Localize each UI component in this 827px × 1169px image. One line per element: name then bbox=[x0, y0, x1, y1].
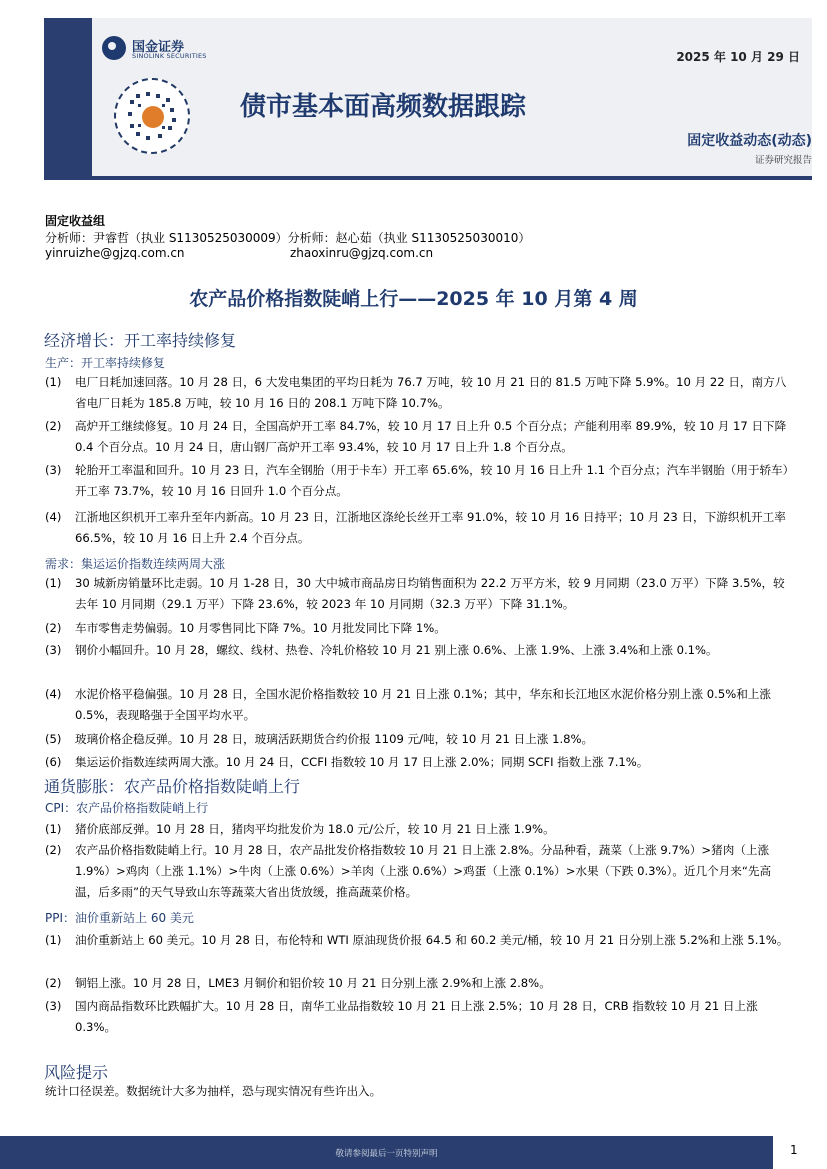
header-bottom-rule bbox=[44, 176, 812, 180]
analyst-line: 分析师：尹睿哲（执业 S1130525030009）分析师：赵心茹（执业 S1130525030010） bbox=[45, 231, 531, 245]
qr-code-icon bbox=[114, 78, 190, 154]
analyst-email-1[interactable]: yinruizhe@gjzq.com.cn bbox=[45, 246, 185, 260]
item-text: 玻璃价格企稳反弹。10 月 28 日，玻璃活跃期货合约价报 1109 元/吨，较 10 月 21 日上涨 1.8%。 bbox=[75, 732, 594, 746]
section-heading-growth: 经济增长：开工率持续修复 bbox=[44, 331, 237, 350]
item-number: (4) bbox=[45, 687, 62, 701]
list-item bbox=[45, 996, 790, 1038]
item-number: (6) bbox=[45, 755, 62, 769]
logo-mark-icon bbox=[102, 36, 126, 60]
item-text: 车市零售走势偏弱。10 月零售同比下降 7%。10 月批发同比下降 1%。 bbox=[75, 621, 446, 635]
item-number: (2) bbox=[45, 976, 62, 990]
item-text: 油价重新站上 60 美元。10 月 28 日，布伦特和 WTI 原油现货价报 64.5 和 60.2 美元/桶，较 10 月 21 日分别上涨 5.2%和上涨 5.1%。 bbox=[75, 933, 789, 947]
item-number: (2) bbox=[45, 621, 62, 635]
report-header bbox=[44, 18, 812, 180]
item-text: 江浙地区织机开工率升至年内新高。10 月 23 日，江浙地区涤纶长丝开工率 91.0%，较 10 月 16 日持平；10 月 23 日，下游织机开工率 66.5%，较 10 月 16 日上升 2.4 个百分点。 bbox=[75, 510, 786, 545]
item-number: (3) bbox=[45, 463, 62, 477]
list-item bbox=[45, 840, 790, 903]
item-text: 水泥价格平稳偏强。10 月 28 日，全国水泥价格指数较 10 月 21 日上涨 0.1%；其中，华东和长江地区水泥价格分别上涨 0.5%和上涨 0.5%，表现略强于全国平均水平。 bbox=[75, 687, 771, 722]
item-text: 轮胎开工率温和回升。10 月 23 日，汽车全钢胎（用于卡车）开工率 65.6%，较 10 月 16 日上升 1.1 个百分点；汽车半钢胎（用于轿车）开工率 73.7%，较 10 月 16 日回升 1.0 个百分点。 bbox=[75, 463, 789, 498]
list-item bbox=[45, 729, 790, 750]
item-number: (1) bbox=[45, 822, 62, 836]
list-item bbox=[45, 507, 790, 549]
item-text: 猪价底部反弹。10 月 28 日，猪肉平均批发价为 18.0 元/公斤，较 10 月 21 日上涨 1.9%。 bbox=[75, 822, 555, 836]
team-name: 固定收益组 bbox=[45, 214, 106, 228]
section-heading-risk: 风险提示 bbox=[44, 1063, 109, 1082]
subheading-demand: 需求：集运运价指数连续两周大涨 bbox=[45, 557, 226, 571]
item-text: 30 城新房销量环比走弱。10 月 1-28 日，30 大中城市商品房日均销售面积为 22.2 万平方米，较 9 月同期（23.0 万平）下降 3.5%，较去年 10 月同期（29.1 万平）下降 23.6%，较 2023 年 10 月同期（32.3 万平）下降 31.1%。 bbox=[75, 576, 785, 611]
item-number: (2) bbox=[45, 419, 62, 433]
list-item bbox=[45, 618, 790, 639]
item-number: (3) bbox=[45, 999, 62, 1013]
logo-name-en: SINOLINK SECURITIES bbox=[132, 52, 207, 60]
report-type: 固定收益动态(动态) bbox=[687, 133, 812, 149]
item-number: (2) bbox=[45, 843, 62, 857]
analyst-email-2[interactable]: zhaoxinru@gjzq.com.cn bbox=[290, 246, 434, 260]
list-item bbox=[45, 819, 790, 840]
section-heading-inflation: 通货膨胀：农产品价格指数陡峭上行 bbox=[44, 777, 301, 796]
company-logo bbox=[102, 36, 222, 64]
item-number: (4) bbox=[45, 510, 62, 524]
subheading-ppi: PPI：油价重新站上 60 美元 bbox=[45, 911, 194, 925]
list-item bbox=[45, 460, 790, 502]
list-item bbox=[45, 684, 790, 726]
item-text: 国内商品指数环比跌幅扩大。10 月 28 日，南华工业品指数较 10 月 21 日上涨 2.5%；10 月 28 日，CRB 指数较 10 月 21 日上涨 0.3%。 bbox=[75, 999, 758, 1034]
footer-disclaimer-note[interactable]: 敬请参阅最后一页特别声明 bbox=[335, 1149, 438, 1159]
footer-bar bbox=[0, 1136, 773, 1169]
list-item bbox=[45, 573, 790, 615]
report-title: 债市基本面高频数据跟踪 bbox=[240, 92, 527, 122]
list-item bbox=[45, 930, 790, 951]
item-number: (3) bbox=[45, 643, 62, 657]
item-text: 钢价小幅回升。10 月 28，螺纹、线材、热卷、冷轧价格较 10 月 21 别上涨 0.6%、上涨 1.9%、上涨 3.4%和上涨 0.1%。 bbox=[75, 643, 718, 657]
page-number: 1 bbox=[790, 1143, 798, 1157]
list-item bbox=[45, 372, 790, 414]
item-number: (5) bbox=[45, 732, 62, 746]
item-text: 集运运价指数连续两周大涨。10 月 24 日，CCFI 指数较 10 月 17 日上涨 2.0%；同期 SCFI 指数上涨 7.1%。 bbox=[75, 755, 649, 769]
subheading-cpi: CPI：农产品价格指数陡峭上行 bbox=[45, 801, 209, 815]
item-number: (1) bbox=[45, 576, 62, 590]
list-item bbox=[45, 416, 790, 458]
report-date: 2025 年 10 月 29 日 bbox=[676, 50, 800, 64]
logo-name-cn: 国金证券 bbox=[132, 40, 185, 55]
item-text: 铜铝上涨。10 月 28 日，LME3 月铜价和铝价较 10 月 21 日分别上涨 2.9%和上涨 2.8%。 bbox=[75, 976, 551, 990]
subheading-production: 生产：开工率持续修复 bbox=[45, 356, 166, 370]
item-number: (1) bbox=[45, 375, 62, 389]
risk-text: 统计口径误差。数据统计大多为抽样，恐与现实情况有些许出入。 bbox=[45, 1084, 382, 1098]
item-text: 高炉开工继续修复。10 月 24 日，全国高炉开工率 84.7%，较 10 月 17 日上升 0.5 个百分点；产能利用率 89.9%，较 10 月 17 日下降 0.4 个百分点。10 月 24 日，唐山钢厂高炉开工率 93.4%，较 10 月 17 日上升 1.8 个百分点。 bbox=[75, 419, 787, 454]
list-item bbox=[45, 640, 790, 661]
list-item bbox=[45, 752, 790, 773]
qr-center-badge bbox=[142, 106, 164, 128]
report-subtype: 证券研究报告 bbox=[754, 155, 812, 166]
item-number: (1) bbox=[45, 933, 62, 947]
item-text: 农产品价格指数陡峭上行。10 月 28 日，农产品批发价格指数较 10 月 21 日上涨 2.8%。分品种看，蔬菜（上涨 9.7%）>猪肉（上涨 1.9%）>鸡肉（上涨 1.1%）>牛肉（上涨 0.6%）>羊肉（上涨 0.6%）>鸡蛋（上涨 0.1%）>水果（下跌 0.3%）。近几个月来“先高温，后多雨”的天气导致山东等蔬菜大省出货放缓，推高蔬菜价格。 bbox=[75, 843, 772, 899]
item-text: 电厂日耗加速回落。10 月 28 日，6 大发电集团的平均日耗为 76.7 万吨，较 10 月 21 日的 81.5 万吨下降 5.9%。10 月 22 日，南方八省电厂日耗为 185.8 万吨，较 10 月 16 日的 208.1 万吨下降 10.7%。 bbox=[75, 375, 787, 410]
header-accent-bar bbox=[44, 18, 92, 180]
main-title: 农产品价格指数陡峭上行——2025 年 10 月第 4 周 bbox=[189, 288, 638, 310]
list-item bbox=[45, 973, 790, 994]
